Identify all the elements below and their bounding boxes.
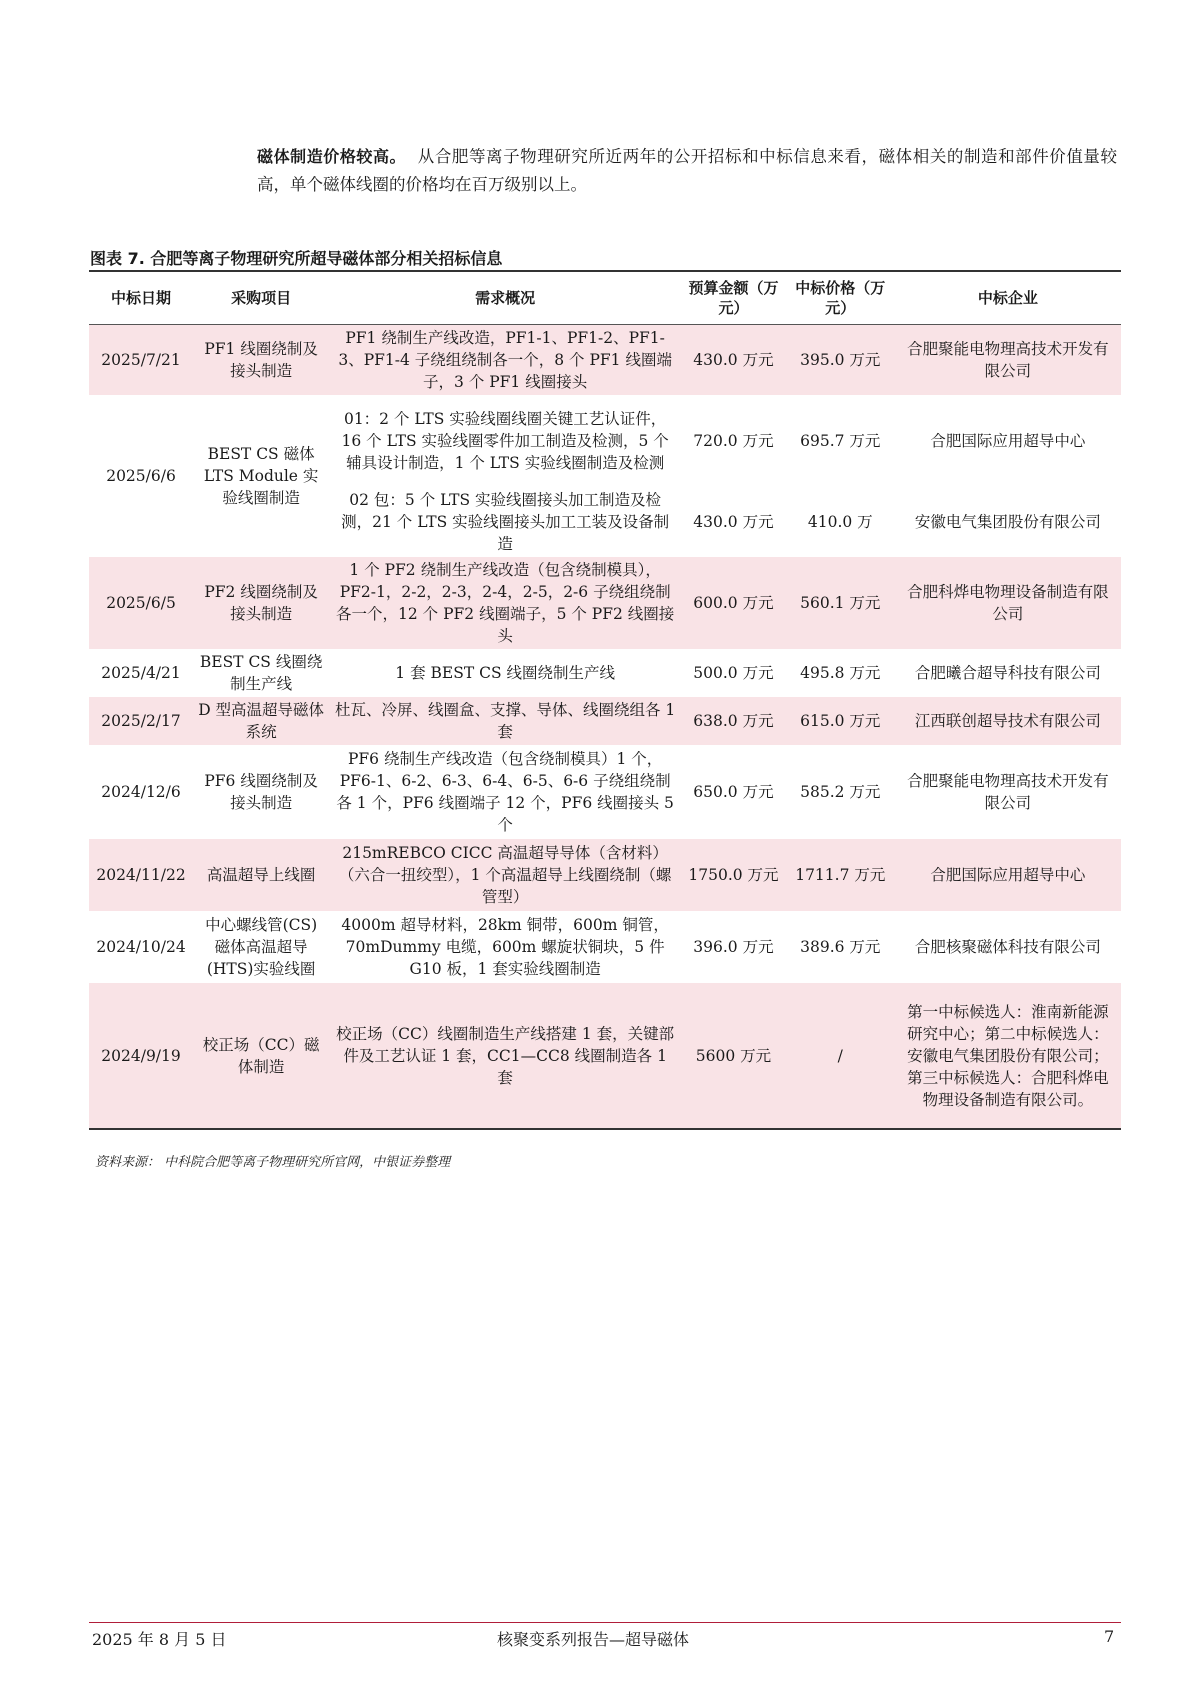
cell-date: 2025/6/5 (89, 557, 193, 649)
source-note: 资料来源： 中科院合肥等离子物理研究所官网，中银证券整理 (95, 1155, 451, 1170)
header-demand: 需求概况 (329, 271, 681, 325)
cell-date: 2024/12/6 (101, 783, 181, 801)
cell-date: 2025/7/21 (89, 325, 193, 396)
cell-price: 1711.7 万元 (786, 839, 895, 911)
page-number: 7 (1104, 1627, 1115, 1646)
cell-project: 高温超导上线圈 (193, 839, 329, 911)
cell-winner: 第一中标候选人：淮南新能源研究中心；第二中标候选人：安徽电气集团股份有限公司；第三中标候选人：合肥科烨电物理设备制造有限公司。 (895, 983, 1121, 1129)
cell-demand: 1 个 PF2 绕制生产线改造（包含绕制模具），PF2-1，2-2，2-3，2-4，2-5，2-6 子绕组绕制各一个，12 个 PF2 线圈端子，5 个 PF2 线圈接头 (329, 557, 681, 649)
table-row (89, 649, 1121, 697)
cell-winner: 合肥曦合超导科技有限公司 (914, 664, 1101, 682)
header-budget: 预算金额（万元） (681, 271, 786, 325)
footer-divider (89, 1622, 1121, 1623)
cell-price: 560.1 万元 (786, 557, 895, 649)
cell-demand: 校正场（CC）线圈制造生产线搭建 1 套，关键部件及工艺认证 1 套，CC1—CC8 线圈制造各 1 套 (329, 983, 681, 1129)
cell-date: 2025/2/17 (89, 697, 193, 745)
cell-price: 585.2 万元 (800, 783, 881, 801)
cell-demand: 1 套 BEST CS 线圈绕制生产线 (395, 664, 615, 682)
cell-demand: PF1 绕制生产线改造，PF1-1、PF1-2、PF1-3、PF1-4 子绕组绕制各一个，8 个 PF1 线圈端子，3 个 PF1 线圈接头 (329, 325, 681, 396)
cell-demand: 4000m 超导材料，28km 铜带，600m 铜管，70mDummy 电缆，600m 螺旋状铜块，5 件 G10 板，1 套实验线圈制造 (341, 916, 669, 978)
header-date: 中标日期 (89, 271, 193, 325)
cell-winner: 合肥聚能电物理高技术开发有限公司 (907, 772, 1109, 812)
cell-project: BEST CS 线圈绕制生产线 (199, 653, 323, 693)
intro-text: 从合肥等离子物理研究所近两年的公开招标和中标信息来看，磁体相关的制造和部件价值量较高，单个磁体线圈的价格均在百万级别以上。 (257, 147, 1117, 194)
cell-price: / (786, 983, 895, 1129)
cell-project: D 型高温超导磁体系统 (193, 697, 329, 745)
cell-winner: 安徽电气集团股份有限公司 (914, 513, 1101, 531)
cell-date: 2024/11/22 (89, 839, 193, 911)
table-header (89, 271, 1121, 325)
cell-project: PF2 线圈绕制及接头制造 (193, 557, 329, 649)
cell-price: 495.8 万元 (800, 664, 881, 682)
header-price: 中标价格（万元） (786, 271, 895, 325)
intro-paragraph (257, 143, 1117, 199)
cell-budget: 5600 万元 (681, 983, 786, 1129)
cell-demand: 215mREBCO CICC 高温超导导体（含材料）（六合一扭绞型），1 个高温超导上线圈绕制（螺管型） (329, 839, 681, 911)
cell-winner: 江西联创超导技术有限公司 (895, 697, 1121, 745)
cell-price: 395.0 万元 (786, 325, 895, 396)
cell-project: 校正场（CC）磁体制造 (193, 983, 329, 1129)
cell-demand: PF6 绕制生产线改造（包含绕制模具）1 个，PF6-1、6-2、6-3、6-4、6-5、6-6 子绕组绕制各 1 个，PF6 线圈端子 12 个，PF6 线圈接头 5 个 (336, 750, 674, 834)
table-row (89, 911, 1121, 983)
footer-title: 核聚变系列报告—超导磁体 (497, 1630, 690, 1649)
table-row (89, 697, 1121, 745)
table-row (89, 557, 1121, 649)
table-row (89, 983, 1121, 1129)
cell-date: 2024/10/24 (96, 938, 186, 956)
cell-budget: 650.0 万元 (693, 783, 774, 801)
cell-date: 2024/9/19 (89, 983, 193, 1129)
cell-date: 2025/4/21 (101, 664, 181, 682)
cell-price: 615.0 万元 (786, 697, 895, 745)
intro-bold: 磁体制造价格较高。 (257, 147, 407, 166)
tender-table (89, 270, 1121, 1130)
cell-budget: 430.0 万元 (693, 513, 774, 531)
cell-budget: 430.0 万元 (681, 325, 786, 396)
cell-budget: 396.0 万元 (693, 938, 774, 956)
cell-winner: 合肥核聚磁体科技有限公司 (914, 938, 1101, 956)
cell-price: 389.6 万元 (800, 938, 881, 956)
footer-date: 2025 年 8 月 5 日 (92, 1630, 227, 1649)
cell-budget: 1750.0 万元 (681, 839, 786, 911)
table-row (89, 745, 1121, 839)
table-row (89, 325, 1121, 396)
cell-winner: 合肥聚能电物理高技术开发有限公司 (895, 325, 1121, 396)
cell-date: 2025/6/6 (106, 467, 176, 485)
cell-price: 410.0 万 (807, 513, 873, 531)
cell-budget: 500.0 万元 (693, 664, 774, 682)
cell-winner: 合肥国际应用超导中心 (930, 432, 1086, 450)
header-project: 采购项目 (193, 271, 329, 325)
cell-winner: 合肥科烨电物理设备制造有限公司 (895, 557, 1121, 649)
cell-project: PF1 线圈绕制及接头制造 (193, 325, 329, 396)
table-row (89, 395, 1121, 487)
table-row (89, 839, 1121, 911)
cell-budget: 600.0 万元 (681, 557, 786, 649)
cell-project: PF6 线圈绕制及接头制造 (204, 772, 318, 812)
figure-title: 图表 7. 合肥等离子物理研究所超导磁体部分相关招标信息 (90, 249, 503, 268)
cell-project: 中心螺线管(CS)磁体高温超导(HTS)实验线圈 (205, 916, 318, 978)
cell-winner: 合肥国际应用超导中心 (895, 839, 1121, 911)
cell-demand: 02 包：5 个 LTS 实验线圈接头加工制造及检测，21 个 LTS 实验线圈接头加工工装及设备制造 (341, 491, 670, 553)
cell-budget: 638.0 万元 (681, 697, 786, 745)
header-winner: 中标企业 (895, 271, 1121, 325)
cell-price: 695.7 万元 (800, 432, 881, 450)
cell-demand: 杜瓦、冷屏、线圈盒、支撑、导体、线圈绕组各 1 套 (329, 697, 681, 745)
cell-project: BEST CS 磁体 LTS Module 实验线圈制造 (203, 445, 319, 507)
cell-budget: 720.0 万元 (693, 432, 774, 450)
cell-demand: 01：2 个 LTS 实验线圈线圈关键工艺认证件，16 个 LTS 实验线圈零件加工制造及检测，5 个辅具设计制造，1 个 LTS 实验线圈制造及检测 (341, 410, 669, 472)
